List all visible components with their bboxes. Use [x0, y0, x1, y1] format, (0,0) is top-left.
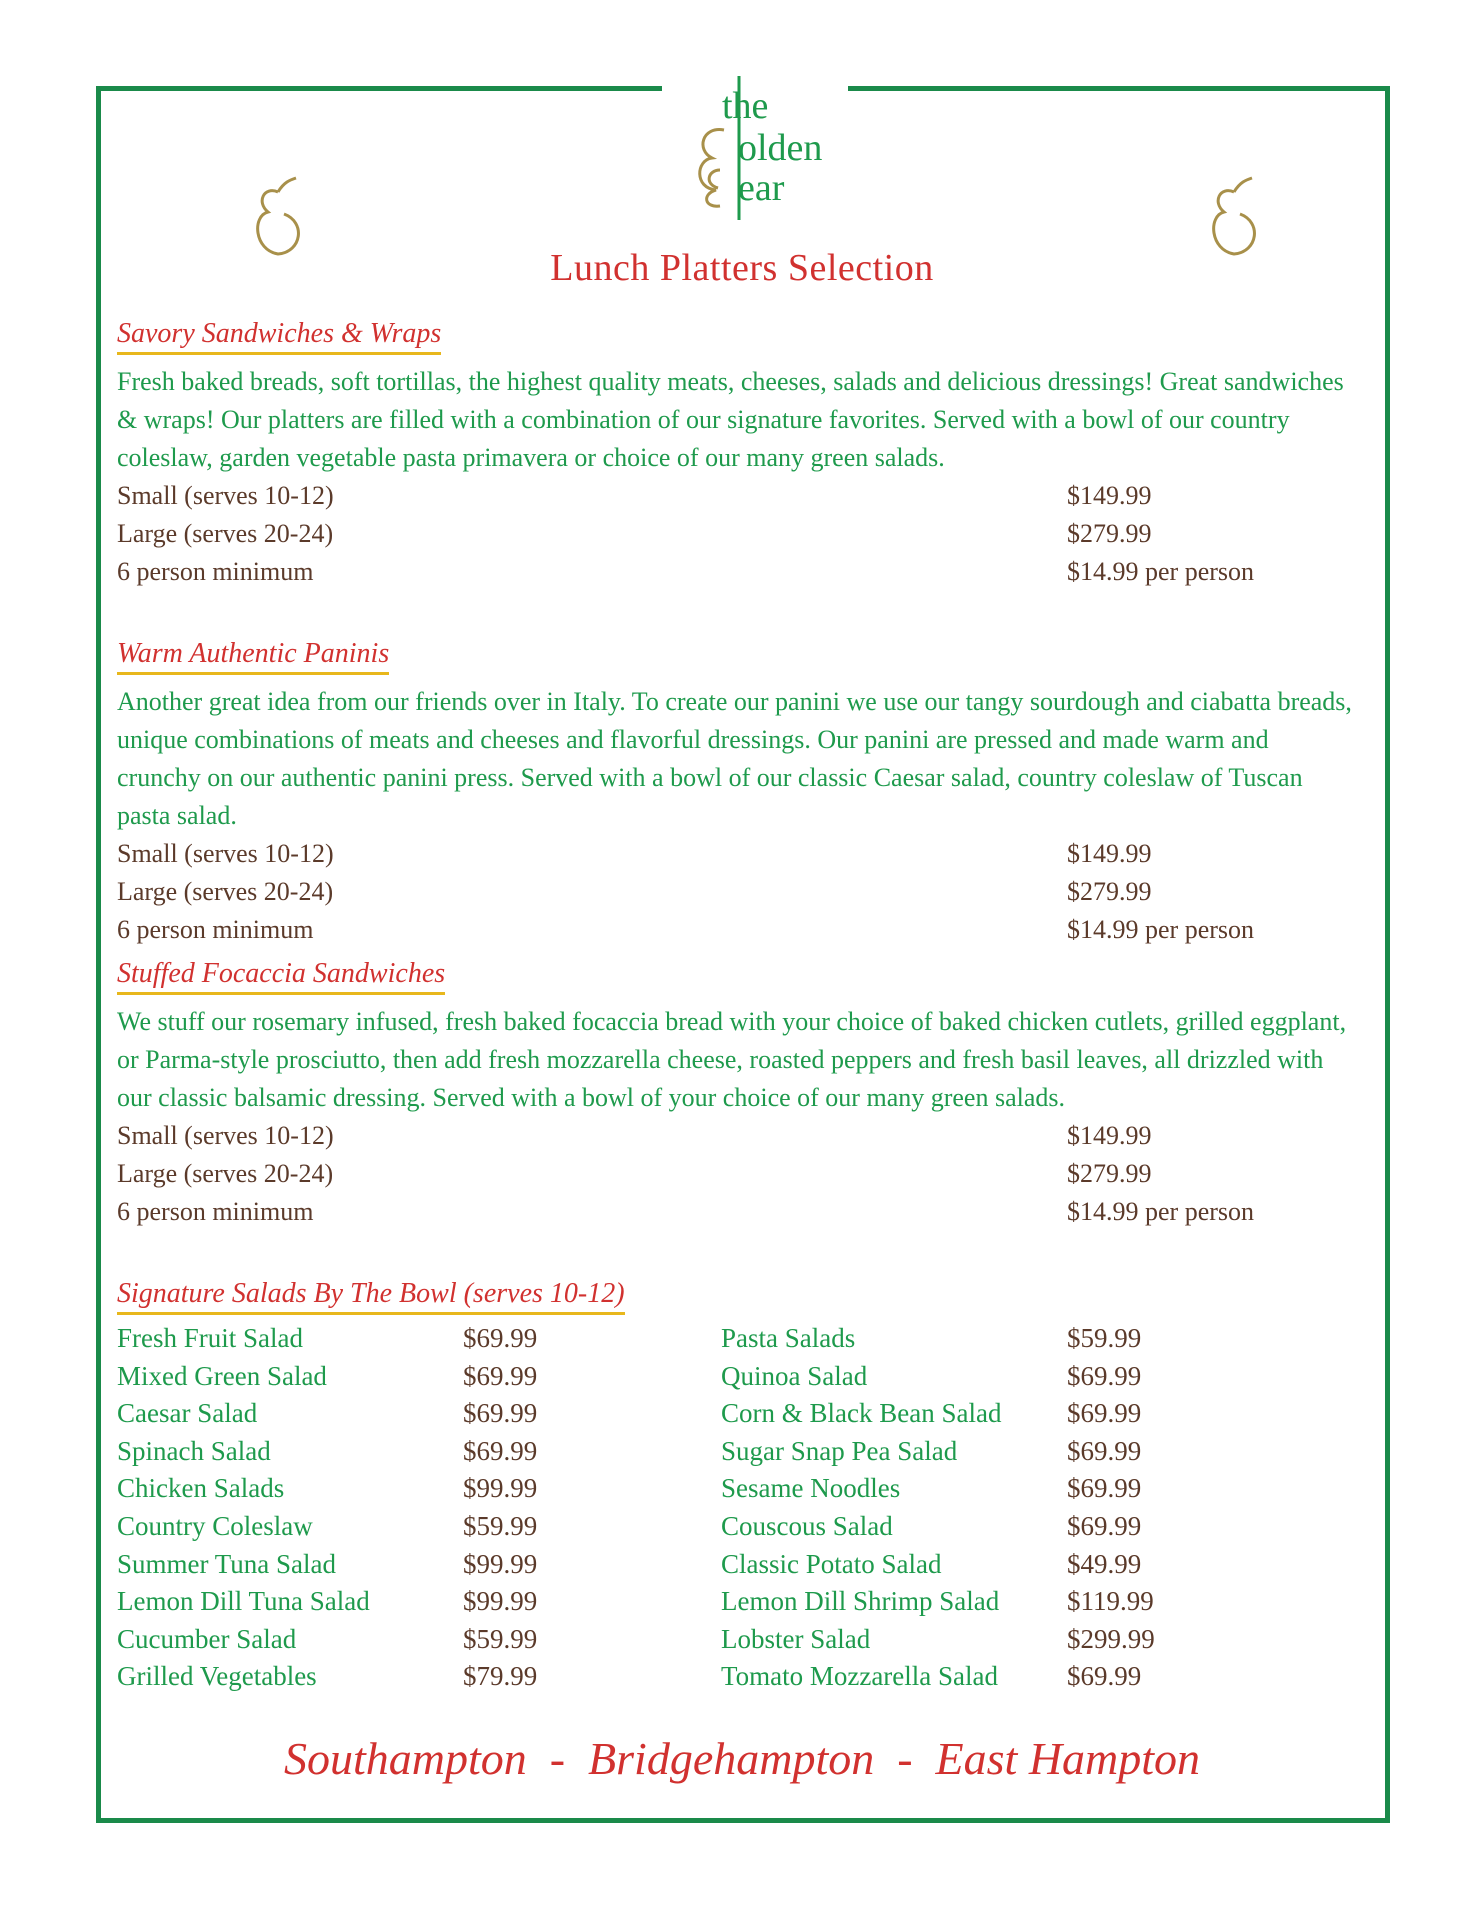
salad-price: $69.99: [463, 1398, 538, 1429]
salad-name: Couscous Salad: [721, 1510, 893, 1541]
price-label: 6 person minimum: [117, 1197, 314, 1226]
salad-price: $69.99: [1067, 1473, 1142, 1504]
frame-border: [96, 1818, 1390, 1823]
menu-section: [117, 638, 1357, 949]
salad-name: Cucumber Salad: [117, 1623, 297, 1654]
salad-row: [117, 1395, 1357, 1433]
section-heading: Warm Authentic Paninis: [117, 638, 389, 675]
price-value: $149.99: [1067, 839, 1152, 868]
salad-name: Sugar Snap Pea Salad: [721, 1435, 958, 1466]
salad-row: [117, 1621, 1357, 1659]
salad-name: Fresh Fruit Salad: [117, 1323, 303, 1353]
price-row: [117, 835, 1357, 873]
salad-price: $59.99: [463, 1623, 538, 1654]
section-heading: Stuffed Focaccia Sandwiches: [117, 958, 445, 995]
salad-price: $299.99: [1067, 1623, 1155, 1654]
salad-row: [117, 1508, 1357, 1546]
salad-name: Grilled Vegetables: [117, 1661, 317, 1692]
salad-name: Country Coleslaw: [117, 1510, 313, 1541]
price-value: $279.99: [1067, 519, 1152, 548]
section-description: Another great idea from our friends over in Italy. To create our panini we use our tangy sourdough and ciabatta breads, unique combinations of meats and cheeses and flavorful dressings. Our panini are pressed and made warm and crunchy on our authentic panini press. Served with a bowl of our classic Caesar salad, country coleslaw of Tuscan pasta salad.: [117, 687, 1352, 830]
price-value: $14.99 per person: [1067, 915, 1255, 944]
price-value: $279.99: [1067, 877, 1152, 906]
section-heading: Savory Sandwiches & Wraps: [117, 318, 441, 355]
salad-price: $69.99: [463, 1435, 538, 1466]
page-title: Lunch Platters Selection: [550, 247, 934, 289]
price-row: [117, 515, 1357, 553]
price-label: Small (serves 10-12): [117, 1121, 334, 1150]
price-row: [117, 477, 1357, 515]
price-value: $279.99: [1067, 1159, 1152, 1188]
svg-text:ear: ear: [738, 167, 785, 209]
price-label: 6 person minimum: [117, 557, 314, 586]
salad-row: [117, 1433, 1357, 1471]
svg-text:olden: olden: [738, 127, 823, 169]
salad-price: $59.99: [463, 1510, 538, 1541]
menu-section: [117, 958, 1357, 1231]
salad-name: Summer Tuna Salad: [117, 1548, 337, 1579]
salad-name: Mixed Green Salad: [117, 1360, 327, 1391]
salad-price: $69.99: [463, 1323, 538, 1353]
salad-price: $69.99: [1067, 1398, 1142, 1429]
price-label: 6 person minimum: [117, 915, 314, 944]
frame-border: [1385, 86, 1390, 1823]
salad-name: Spinach Salad: [117, 1435, 271, 1466]
salad-price: $69.99: [1067, 1510, 1142, 1541]
price-label: Small (serves 10-12): [117, 839, 334, 868]
salad-name: Chicken Salads: [117, 1473, 285, 1504]
salad-name: Pasta Salads: [721, 1323, 856, 1353]
section-description: We stuff our rosemary infused, fresh baked focaccia bread with your choice of baked chicken cutlets, grilled eggplant, or Parma-style prosciutto, then add fresh mozzarella cheese, roasted peppers and fresh basil leaves, all drizzled with our classic balsamic dressing. Served with a bowl of your choice of our many green salads.: [117, 1007, 1347, 1112]
salad-name: Classic Potato Salad: [721, 1548, 942, 1579]
frame-border: [848, 86, 1390, 91]
salad-price: $59.99: [1067, 1323, 1142, 1353]
salad-price: $69.99: [1067, 1661, 1142, 1692]
price-row: [117, 873, 1357, 911]
salad-name: Corn & Black Bean Salad: [721, 1398, 1002, 1429]
svg-text:the: the: [722, 85, 769, 127]
section-description: Fresh baked breads, soft tortillas, the highest quality meats, cheeses, salads and delicious dressings! Great sandwiches & wraps! Our platters are filled with a combination of our signature favorites. Served with a bowl of our country coleslaw, garden vegetable pasta primavera or choice of our many green salads.: [117, 367, 1344, 472]
price-value: $149.99: [1067, 481, 1152, 510]
frame-border: [96, 86, 662, 91]
salad-price-list: [117, 1320, 1357, 1696]
salad-name: Quinoa Salad: [721, 1360, 868, 1391]
salad-row: [117, 1583, 1357, 1621]
salad-row: [117, 1358, 1357, 1396]
price-row: [117, 1117, 1357, 1155]
price-label: Large (serves 20-24): [117, 877, 334, 906]
salad-price: $99.99: [463, 1473, 538, 1504]
salad-name: Lobster Salad: [721, 1623, 871, 1654]
salad-price: $49.99: [1067, 1548, 1142, 1579]
frame-border: [96, 86, 101, 1823]
salad-row: [117, 1546, 1357, 1584]
price-label: Large (serves 20-24): [117, 1159, 334, 1188]
salad-price: $119.99: [1067, 1586, 1154, 1617]
salad-name: Caesar Salad: [117, 1398, 258, 1429]
salad-price: $69.99: [1067, 1360, 1142, 1391]
price-row: [117, 1193, 1357, 1231]
section-heading: Signature Salads By The Bowl (serves 10-12): [117, 1278, 625, 1315]
salad-row: [117, 1320, 1357, 1358]
salad-row: [117, 1470, 1357, 1508]
salad-name: Sesame Noodles: [721, 1473, 901, 1504]
price-row: [117, 553, 1357, 591]
salad-name: Lemon Dill Tuna Salad: [117, 1586, 370, 1617]
locations-footer: Southampton - Bridgehampton - East Hampton: [283, 1733, 1201, 1784]
salads-section: [117, 1278, 1357, 1315]
menu-section: [117, 318, 1357, 591]
salad-price: $99.99: [463, 1586, 538, 1617]
price-label: Large (serves 20-24): [117, 519, 334, 548]
price-row: [117, 911, 1357, 949]
price-value: $149.99: [1067, 1121, 1152, 1150]
salad-row: [117, 1658, 1357, 1696]
salad-price: $79.99: [463, 1661, 538, 1692]
price-label: Small (serves 10-12): [117, 481, 334, 510]
price-value: $14.99 per person: [1067, 557, 1255, 586]
price-value: $14.99 per person: [1067, 1197, 1255, 1226]
salad-name: Tomato Mozzarella Salad: [721, 1661, 999, 1692]
salad-price: $99.99: [463, 1548, 538, 1579]
salad-name: Lemon Dill Shrimp Salad: [721, 1586, 1000, 1617]
price-row: [117, 1155, 1357, 1193]
salad-price: $69.99: [463, 1360, 538, 1391]
salad-price: $69.99: [1067, 1435, 1142, 1466]
golden-pear-logo: [662, 68, 848, 228]
